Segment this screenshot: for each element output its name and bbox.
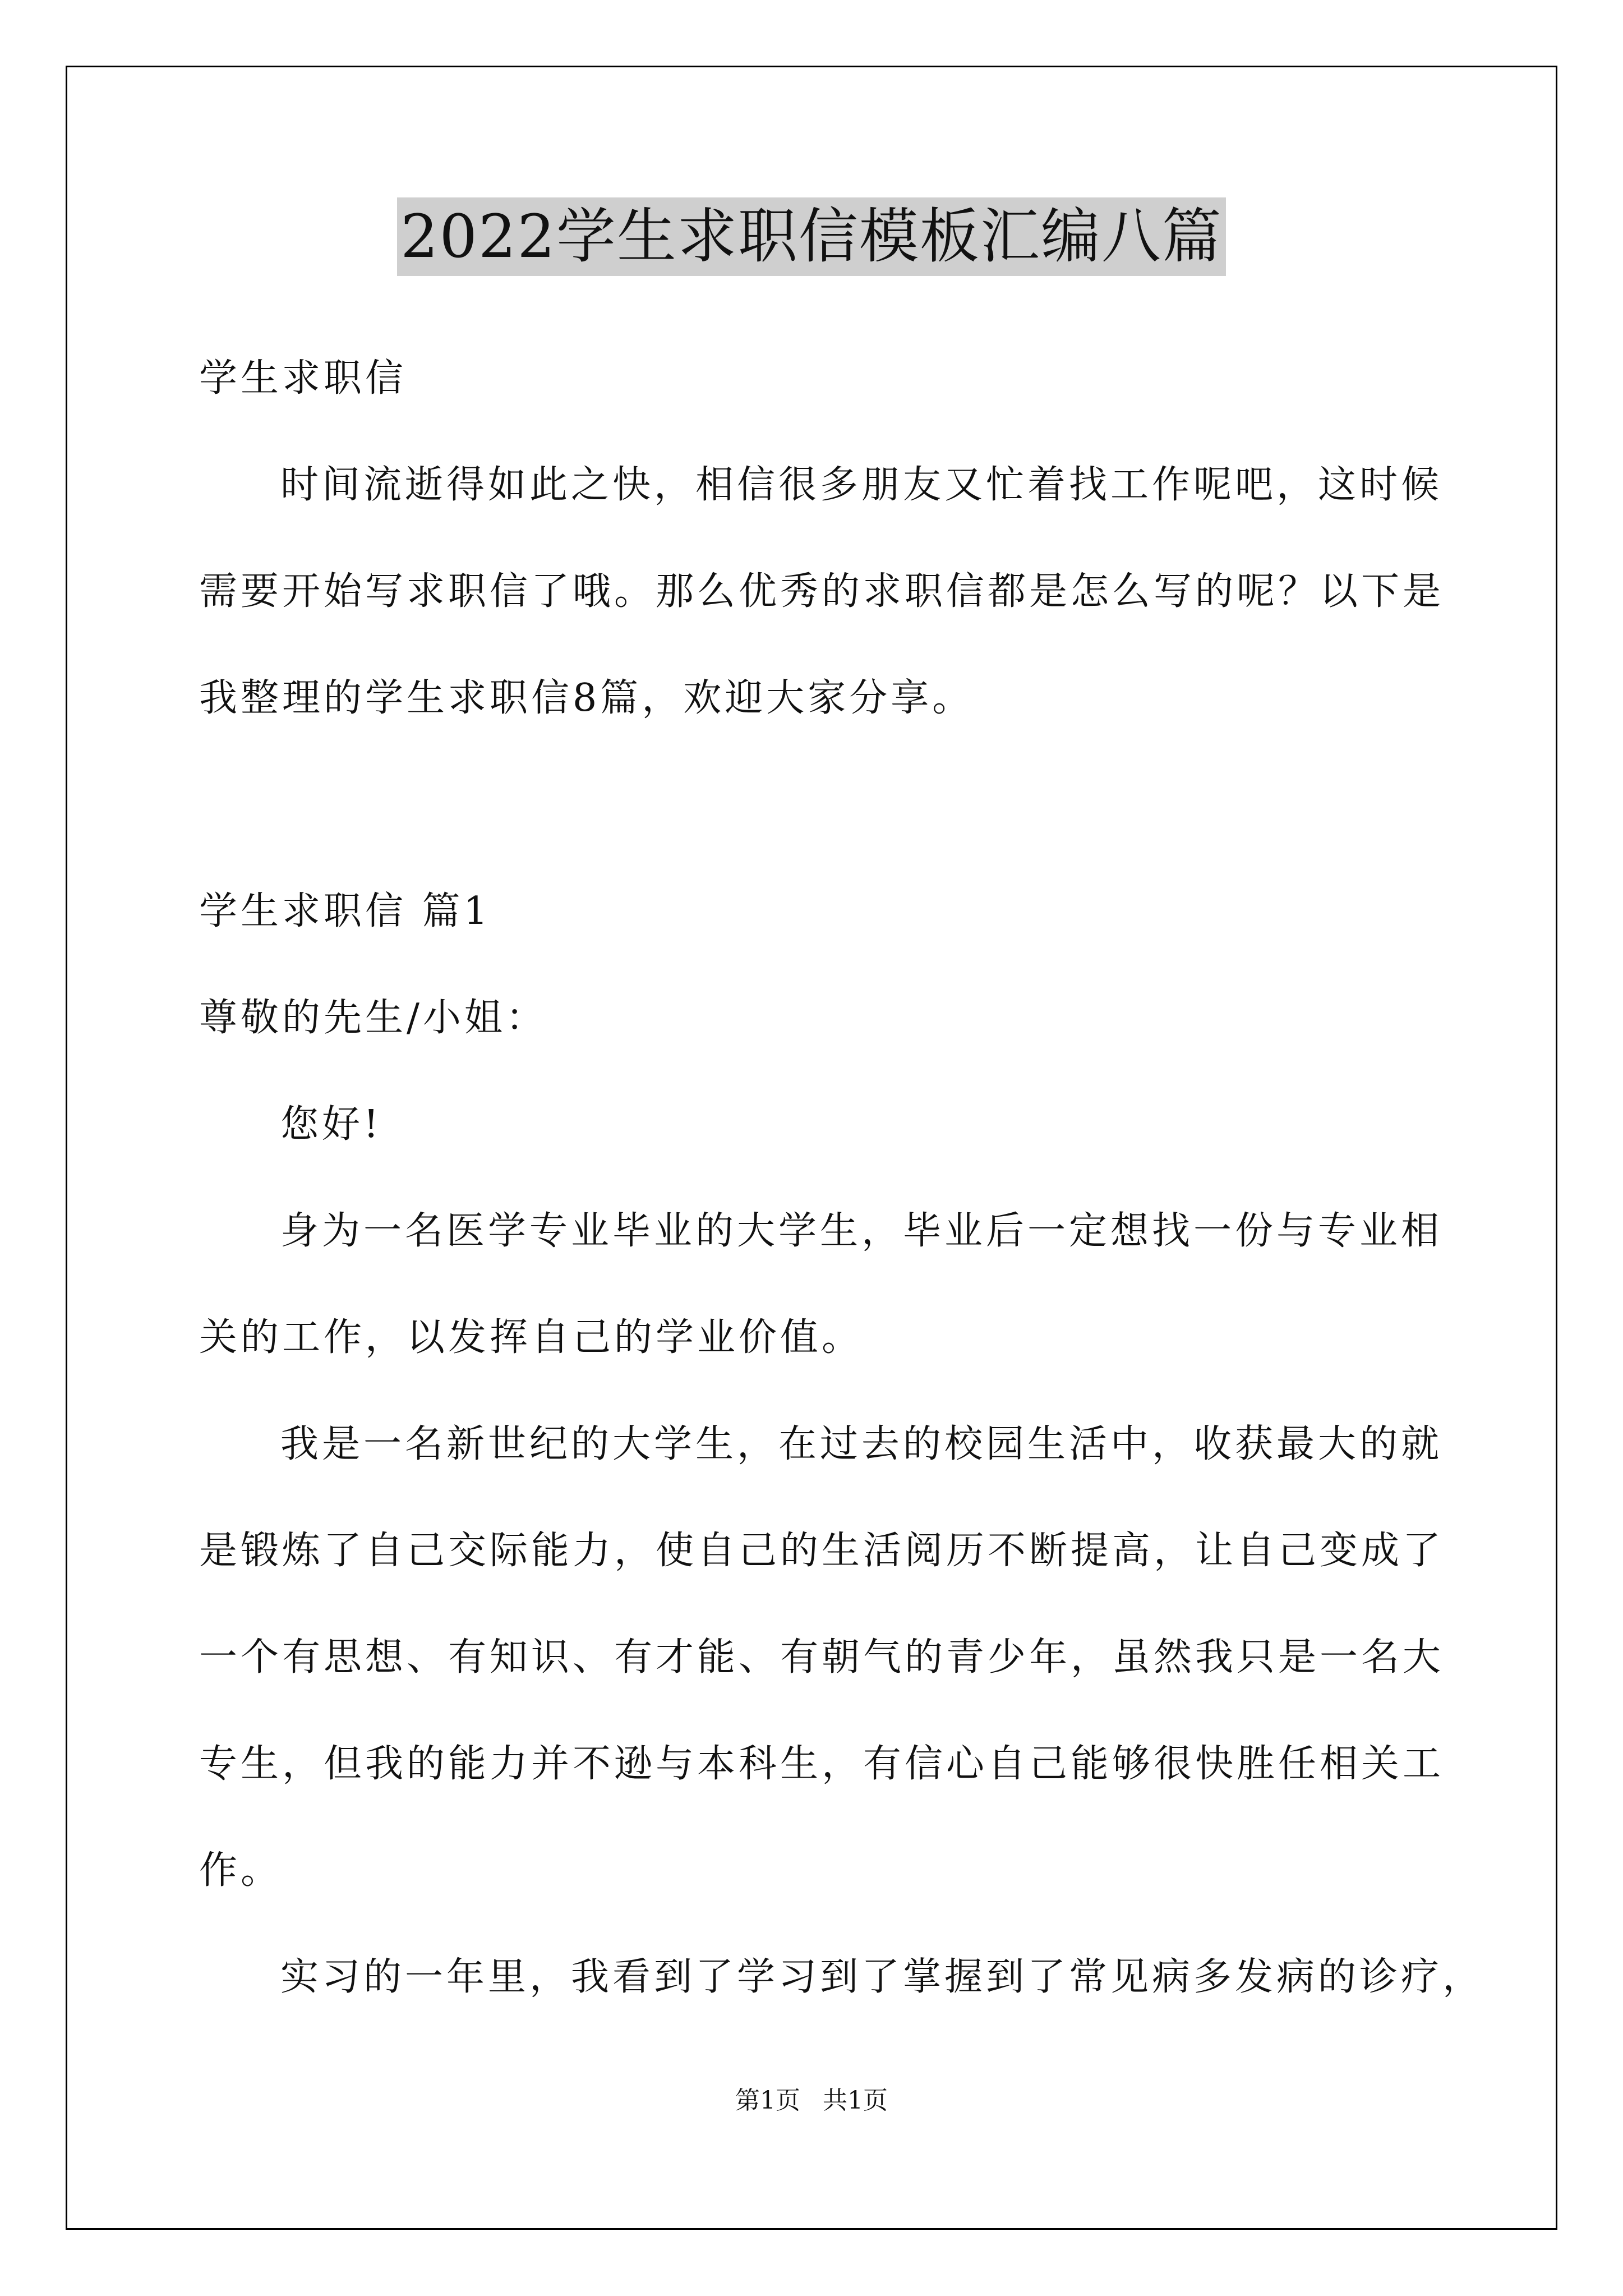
section-heading: 学生求职信 篇1 [199,889,491,933]
salutation: 尊敬的先生/小姐： [199,996,547,1040]
greeting: 您好! [280,1102,382,1147]
paragraph-line: 是锻炼了自己交际能力，使自己的生活阅历不断提高，让自己变成了 [199,1529,1445,1573]
paragraph-line: 实习的一年里，我看到了学习到了掌握到了常见病多发病的诊疗， [280,1955,1484,1999]
paragraph-line: 需要开始写求职信了哦。那么优秀的求职信都是怎么写的呢？以下是 [199,569,1445,614]
paragraph-line: 我整理的学生求职信8篇，欢迎大家分享。 [199,676,974,720]
document-title: 2022学生求职信模板汇编八篇 [397,197,1226,276]
paragraph-line: 一个有思想、有知识、有才能、有朝气的青少年，虽然我只是一名大 [199,1635,1445,1680]
paragraph-line: 专生，但我的能力并不逊与本科生，有信心自己能够很快胜任相关工 [199,1742,1445,1786]
paragraph-line: 身为一名医学专业毕业的大学生，毕业后一定想找一份与专业相 [280,1209,1443,1253]
page-total: 共1页 [823,2086,888,2115]
paragraph-line: 作。 [199,1848,283,1893]
page-footer [0,2084,1623,2118]
paragraph-line: 关的工作，以发挥自己的学业价值。 [199,1315,864,1360]
paragraph-line: 我是一名新世纪的大学生，在过去的校园生活中，收获最大的就 [280,1422,1443,1466]
paragraph-line: 时间流逝得如此之快，相信很多朋友又忙着找工作呢吧，这时候 [280,463,1443,507]
section-heading: 学生求职信 [199,356,407,401]
title-container [0,197,1623,276]
page-number: 第1页 [735,2086,800,2115]
